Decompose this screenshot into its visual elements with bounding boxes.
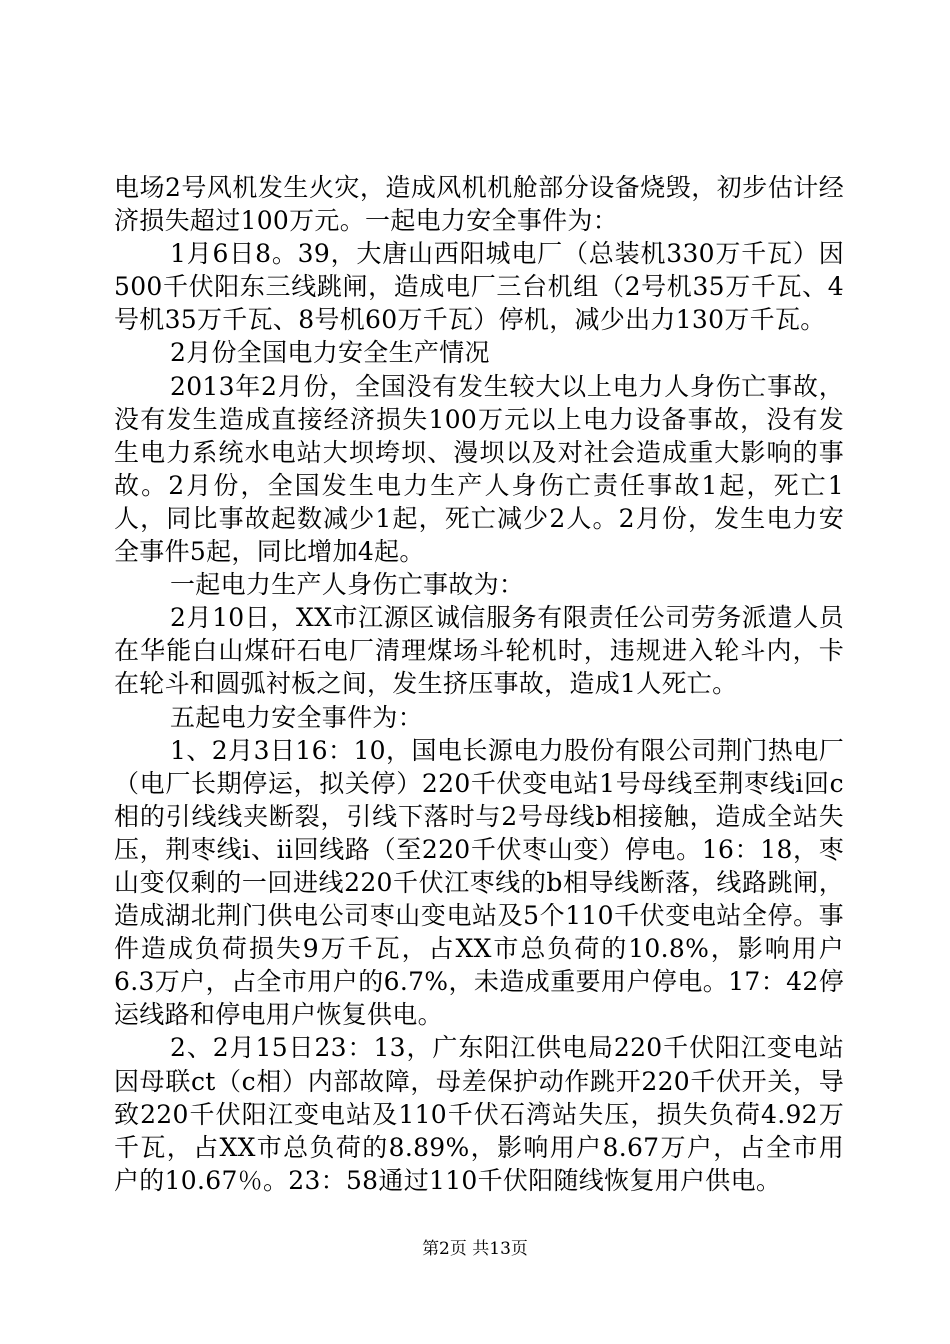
- paragraph-1: 电场2号风机发生火灾，造成风机机舱部分设备烧毁，初步估计经济损失超过100万元。一起电力安全事件为：: [114, 173, 844, 236]
- paragraph-6: 2月10日，XX市江源区诚信服务有限责任公司劳务派遣人员在华能白山煤矸石电厂清理煤场斗轮机时，违规进入轮斗内，卡在轮斗和圆弧衬板之间，发生挤压事故，造成1人死亡。: [114, 603, 844, 699]
- paragraph-2: 1月6日8。39，大唐山西阳城电厂（总装机330万千瓦）因500千伏阳东三线跳闸，造成电厂三台机组（2号机35万千瓦、4号机35万千瓦、8号机60万千瓦）停机，减少出力130万千瓦。: [114, 239, 844, 335]
- paragraph-9: 2、2月15日23：13，广东阳江供电局220千伏阳江变电站因母联ct（c相）内部故障，母差保护动作跳开220千伏开关，导致220千伏阳江变电站及110千伏石湾站失压，损失负荷4.92万千瓦，占XX市总负荷的8.89%，影响用户8.67万户，占全市用户的10.67％。23：58通过110千伏阳随线恢复用户供电。: [114, 1033, 844, 1195]
- page-number: 第2页 共13页: [422, 1239, 528, 1259]
- section-heading-february: 2月份全国电力安全生产情况: [170, 338, 490, 368]
- paragraph-7: 五起电力安全事件为：: [170, 702, 424, 732]
- document-body: [114, 171, 844, 1197]
- paragraph-8: 1、2月3日16：10，国电长源电力股份有限公司荆门热电厂（电厂长期停运，拟关停）220千伏变电站1号母线至荆枣线i回c相的引线线夹断裂，引线下落时与2号母线b相接触，造成全站失压，荆枣线i、ii回线路（至220千伏枣山变）停电。16：18，枣山变仅剩的一回进线220千伏江枣线的b相导线断落，线路跳闸，造成湖北荆门供电公司枣山变电站及5个110千伏变电站全停。事件造成负荷损失9万千瓦，占XX市总负荷的10.8%，影响用户6.3万户，占全市用户的6.7%，未造成重要用户停电。17：42停运线路和停电用户恢复供电。: [114, 735, 844, 1030]
- paragraph-4: 2013年2月份，全国没有发生较大以上电力人身伤亡事故，没有发生造成直接经济损失100万元以上电力设备事故，没有发生电力系统水电站大坝垮坝、漫坝以及对社会造成重大影响的事故。2月份，全国发生电力生产人身伤亡责任事故1起，死亡1人，同比事故起数减少1起，死亡减少2人。2月份，发生电力安全事件5起，同比增加4起。: [114, 371, 844, 567]
- paragraph-5: 一起电力生产人身伤亡事故为：: [170, 570, 525, 600]
